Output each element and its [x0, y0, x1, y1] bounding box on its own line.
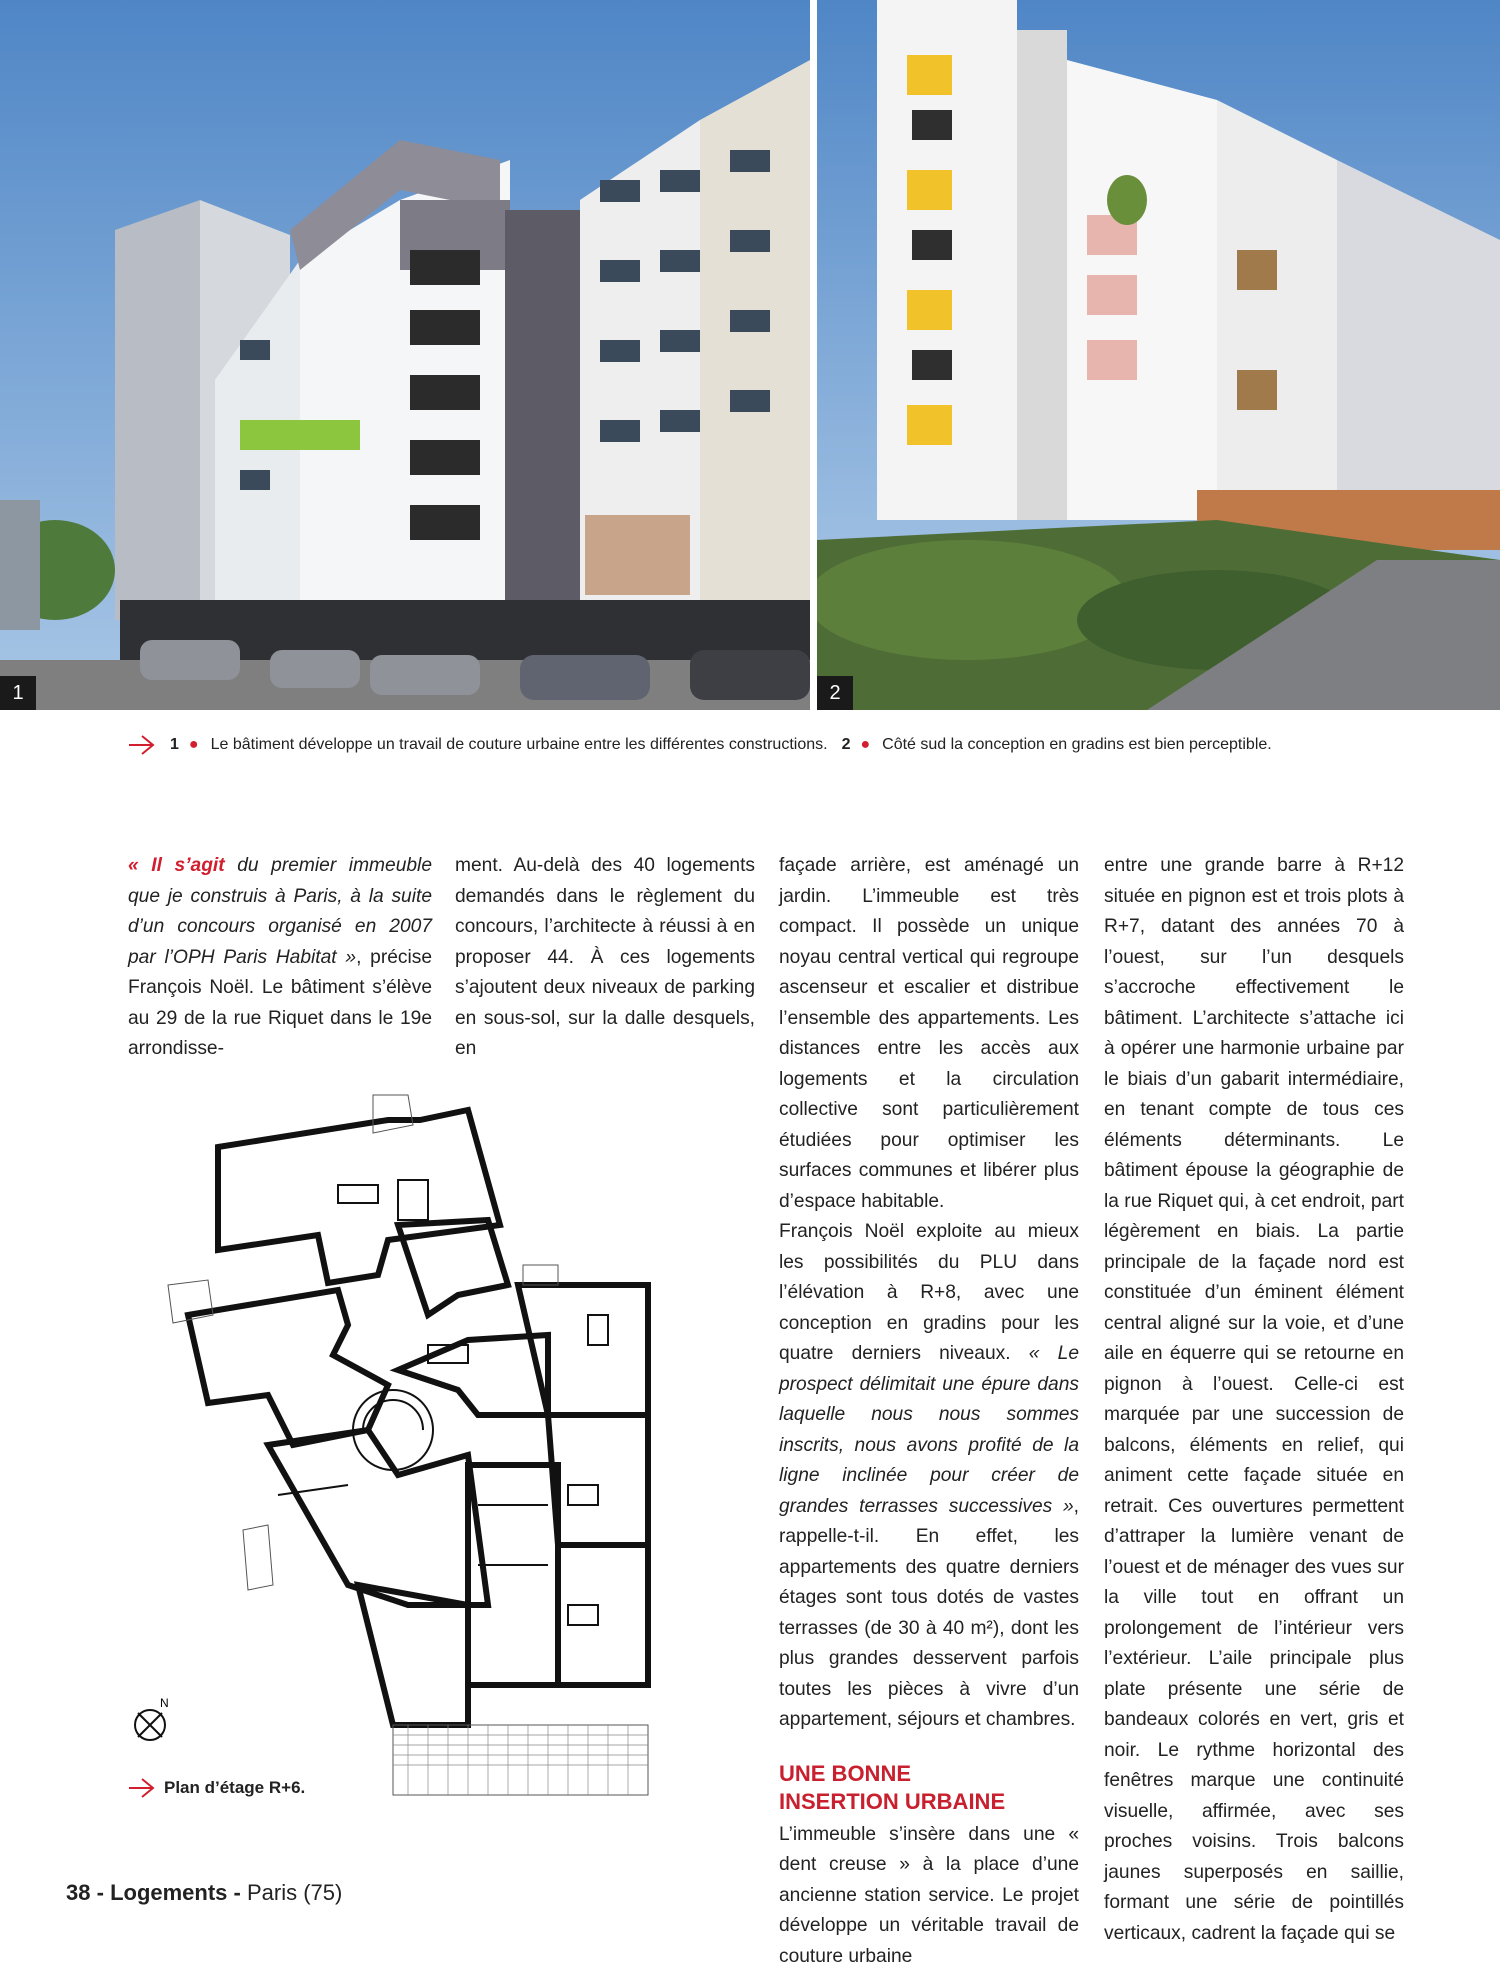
caption-number-2: 2: [842, 736, 851, 754]
text-column-4: [1104, 851, 1404, 1949]
quote-text: du premier immeuble que je construis à Paris, à la suite d’un concours organisé en 2007 par l’OPH Paris Habitat »: [128, 855, 432, 968]
section-heading: [779, 1760, 1079, 1816]
paragraph: [128, 851, 432, 1065]
text-column-2: [455, 851, 755, 1065]
photo-number: 1: [0, 676, 36, 710]
footer-location: Paris (75): [247, 1880, 342, 1905]
photo2-illustration: [817, 0, 1500, 710]
page-number: 38: [66, 1880, 90, 1905]
text-column-1: [128, 851, 432, 1065]
terrace-hatching: [168, 1095, 648, 1795]
text-column-3: [779, 851, 1079, 1972]
arrow-right-icon: [128, 734, 156, 756]
photo-building-south-side: [817, 0, 1500, 710]
plan-caption: [128, 1777, 305, 1799]
quote-text: « Le prospect délimitait une épure dans laquelle nous nous sommes inscrits, nous avons profité de la ligne inclinée pour créer de grandes terrasses successives »: [779, 1343, 1079, 1517]
caption-text-1: Le bâtiment développe un travail de couture urbaine entre les différentes constructions.: [211, 736, 828, 754]
north-label: N: [160, 1696, 169, 1710]
paragraph: [779, 1217, 1079, 1736]
north-arrow-icon: [135, 1696, 169, 1740]
footer-separator: -: [234, 1880, 241, 1905]
paragraph: L’immeuble s’insère dans une « dent creuse » à la place d’une ancienne station service. Le projet développe un véritable travail de couture urbaine: [779, 1820, 1079, 1972]
heading-line-2: INSERTION URBAINE: [779, 1789, 1005, 1814]
footer-separator: -: [97, 1880, 104, 1905]
plan-caption-text: Plan d’étage R+6.: [164, 1778, 305, 1798]
footer-section: Logements: [110, 1880, 227, 1905]
caption-text-2: Côté sud la conception en gradins est bien perceptible.: [882, 736, 1272, 754]
caption-number-1: 1: [170, 736, 179, 754]
bullet-dot-icon: ●: [189, 736, 199, 754]
page-footer: [66, 1880, 342, 1906]
paragraph: entre une grande barre à R+12 située en pignon est et trois plots à R+7, datant des années 70 à l’ouest, sur l’un desquels s’accroche effectivement le bâtiment. L’architecte s’attache ici à opérer une harmonie urbaine par le biais d’un gabarit intermédiaire, en tenant compte de tous ces éléments déterminants. Le bâtiment épouse la géographie de la rue Riquet qui, à cet endroit, part légèrement en biais. La partie principale de la façade nord est constituée d’un éminent élément central aligné sur la voie, et d’une aile en équerre qui se retourne en pignon à l’ouest. Celle-ci est marquée par une succession de balcons, éléments en relief, qui animent cette façade située en retrait. Ces ouvertures permettent d’attraper la lumière venant de l’ouest et de ménager des vues sur la ville tout en offrant un prolongement de l’intérieur vers l’extérieur. L’aile principale plus plate présente une série de bandeaux colorés en vert, gris et noir. Le rythme horizontal des fenêtres marque une continuité visuelle, affirmée, avec ses proches voisins. Trois balcons jaunes superposés en saillie, formant une série de pointillés verticaux, cadrent la façade qui se: [1104, 851, 1404, 1949]
body-text: François Noël exploite au mieux les possibilités du PLU dans l’élévation à R+8, avec une conception en gradins pour les quatre derniers niveaux.: [779, 1221, 1079, 1364]
heading-line-1: UNE BONNE: [779, 1761, 911, 1786]
quote-start: « Il s’agit: [128, 855, 225, 876]
paragraph: façade arrière, est aménagé un jardin. L’immeuble est très compact. Il possède un unique noyau central vertical qui regroupe ascenseur et escalier et distribue l’ensemble des appartements. Les distances entre les accès aux logements et la circulation collective sont particulièrement étudiées pour optimiser les surfaces communes et libérer plus d’espace habitable.: [779, 851, 1079, 1217]
arrow-right-icon: [128, 1777, 156, 1799]
photo1-illustration: [0, 0, 810, 710]
floor-plan-drawing: [128, 1085, 668, 1805]
photo2-pink-balconies: [1087, 215, 1137, 380]
photo-caption: [128, 734, 1388, 756]
body-text: , rappelle-t-il. En effet, les appartements des quatre derniers étages sont tous dotés de vastes terrasses (de 30 à 40 m²), dont les plus grandes desservent parfois toutes les pièces à vivre d’un appartement, séjours et chambres.: [779, 1496, 1079, 1731]
photo-number: 2: [817, 676, 853, 710]
paragraph: ment. Au-delà des 40 logements demandés dans le règlement du concours, l’architecte à réussi à en proposer 44. À ces logements s’ajoutent deux niveaux de parking en sous-sol, sur la dalle desquels, en: [455, 851, 755, 1065]
photo-building-street-view: [0, 0, 810, 710]
body-text: , précise François Noël. Le bâtiment s’élève au 29 de la rue Riquet dans le 19e arrondisse-: [128, 947, 432, 1060]
bullet-dot-icon: ●: [860, 736, 870, 754]
